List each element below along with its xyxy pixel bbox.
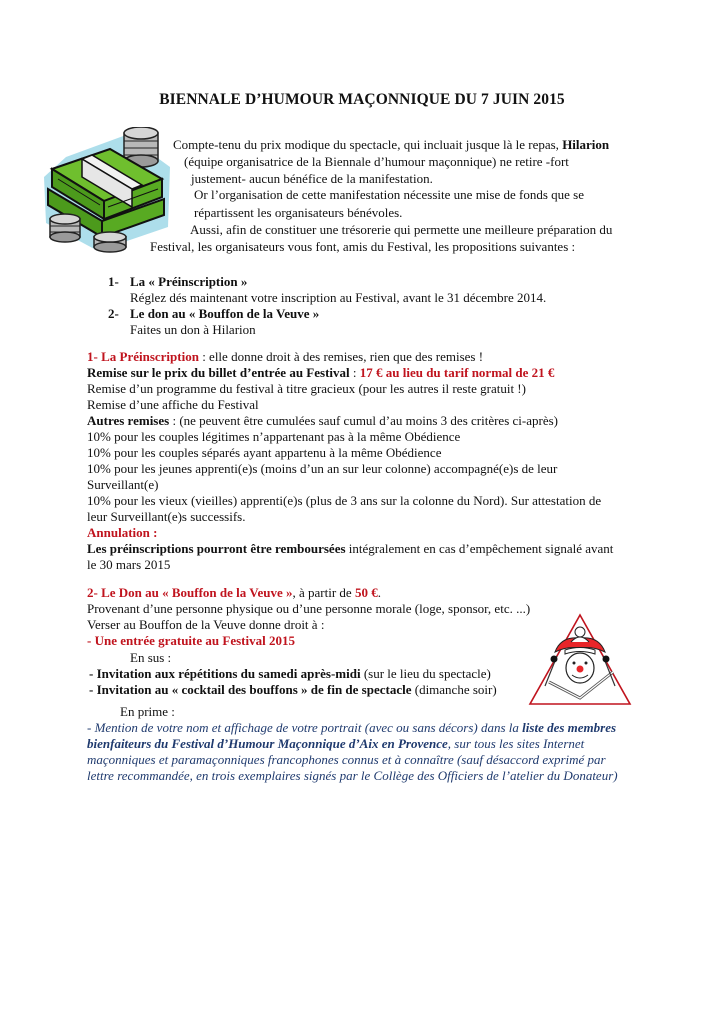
remise-item: 10% pour les couples légitimes n’appartenant pas à la même Obédience — [87, 429, 461, 444]
intro-line-1 — [173, 137, 609, 153]
invitation2-bold: - Invitation au « cocktail des bouffons » de fin de spectacle — [89, 682, 412, 697]
intro-line-4: Or l’organisation de cette manifestation nécessite une mise de fonds que se — [194, 187, 584, 202]
autres-remises-line — [87, 413, 558, 429]
remise-item: 10% pour les vieux (vieilles) apprenti(e)s (plus de 3 ans sur la colonne du Nord). Sur attestation de — [87, 493, 602, 508]
verser-line: Verser au Bouffon de la Veuve donne droit à : — [87, 617, 325, 632]
prime-bold: bienfaiteurs du Festival d’Humour Maçonnique d’Aix en Provence — [87, 736, 448, 751]
annulation-label: Annulation : — [87, 525, 158, 540]
price-line — [87, 365, 554, 381]
price-label: Remise sur le prix du billet d’entrée au Festival — [87, 365, 350, 380]
invitation2-rest: (dimanche soir) — [411, 682, 497, 697]
programme-line: Remise d’un programme du festival à titre gracieux (pour les autres il reste gratuit !) — [87, 381, 526, 396]
remise-item: leur Surveillant(e)s successifs. — [87, 509, 246, 524]
heading-period: . — [377, 585, 381, 600]
jester-logo-icon — [527, 612, 633, 708]
intro-line-3: justement- aucun bénéfice de la manifestation. — [191, 171, 433, 186]
intro-line-5: répartissent les organisateurs bénévoles. — [194, 205, 403, 220]
invitation1-rest: (sur le lieu du spectacle) — [360, 666, 491, 681]
proposition-1-desc: Réglez dés maintenant votre inscription au Festival, avant le 31 décembre 2014. — [130, 290, 547, 305]
remise-item: 10% pour les jeunes apprenti(e)s (moins d’un an sur leur colonne) accompagné(e)s de leur — [87, 461, 558, 476]
intro-line-7: Festival, les organisateurs vous font, amis du Festival, les propositions suivantes : — [150, 239, 576, 254]
prime-line-1 — [87, 720, 616, 736]
proposition-2-desc: Faites un don à Hilarion — [130, 322, 256, 337]
remise-item: 10% pour les couples séparés ayant appartenu à la même Obédience — [87, 445, 442, 460]
intro-text: Compte-tenu du prix modique du spectacle, qui incluait jusque là le repas, — [173, 137, 563, 152]
annulation-rest: intégralement en cas d’empêchement signalé avant — [345, 541, 614, 556]
document-title: BIENNALE D’HUMOUR MAÇONNIQUE DU 7 JUIN 2015 — [159, 91, 565, 108]
autres-remises-rest: : (ne peuvent être cumulées sauf cumul d’au moins 3 des critères ci-après) — [169, 413, 558, 428]
section1-heading-rest: : elle donne droit à des remises, rien que des remises ! — [198, 349, 484, 364]
proposition-1-title: La « Préinscription » — [130, 274, 248, 289]
prime-line-4: lettre recommandée, en trois exemplaires signés par le Collège des Officiers de l’atelier du Donateur) — [87, 768, 618, 783]
proposition-1-number: 1- — [108, 274, 119, 289]
prime-line-2 — [87, 736, 584, 752]
remise-item: Surveillant(e) — [87, 477, 159, 492]
prime-text: , sur tous les sites Internet — [447, 736, 585, 751]
price-sep: : — [349, 365, 360, 380]
don-amount: 50 € — [354, 585, 378, 600]
proposition-2-number: 2- — [108, 306, 119, 321]
invitation1-bold: - Invitation aux répétitions du samedi après-midi — [89, 666, 361, 681]
section2-heading-line — [87, 585, 381, 601]
autres-remises-label: Autres remises — [87, 413, 170, 428]
money-stack-icon — [38, 127, 174, 255]
annulation-line — [87, 541, 613, 557]
intro-line-2: (équipe organisatrice de la Biennale d’humour maçonnique) ne retire -fort — [184, 154, 569, 169]
annulation-bold: Les préinscriptions pourront être remboursées — [87, 541, 346, 556]
annulation-date: le 30 mars 2015 — [87, 557, 171, 572]
section2-heading-rest: , à partir de — [292, 585, 355, 600]
provenant-line: Provenant d’une personne physique ou d’une personne morale (loge, sponsor, etc. ...) — [87, 601, 531, 616]
invitation-repetitions — [89, 666, 491, 682]
coin-stack-bottom — [94, 232, 126, 252]
coin-stack-left — [50, 214, 80, 242]
prime-line-3: maçonniques et paramaçonniques francophones connus et à connaître (sauf désaccord exprimé par — [87, 752, 606, 767]
invitation-cocktail — [89, 682, 497, 698]
en-sus-label: En sus : — [130, 650, 172, 665]
en-prime-label: En prime : — [120, 704, 175, 719]
section1-heading: 1- La Préinscription — [87, 349, 199, 364]
prime-text: - Mention de votre nom et affichage de votre portrait (avec ou sans décors) dans la — [87, 720, 523, 735]
affiche-line: Remise d’une affiche du Festival — [87, 397, 259, 412]
entree-gratuite: - Une entrée gratuite au Festival 2015 — [87, 633, 295, 648]
section2-heading: 2- Le Don au « Bouffon de la Veuve » — [87, 585, 293, 600]
prime-bold: liste des membres — [522, 720, 617, 735]
section1-heading-line — [87, 349, 483, 365]
intro-line-6: Aussi, afin de constituer une trésorerie qui permette une meilleure préparation du — [190, 222, 613, 237]
price-value: 17 € au lieu du tarif normal de 21 € — [359, 365, 555, 380]
proposition-2-title: Le don au « Bouffon de la Veuve » — [130, 306, 320, 321]
hilarion-name: Hilarion — [562, 137, 610, 152]
